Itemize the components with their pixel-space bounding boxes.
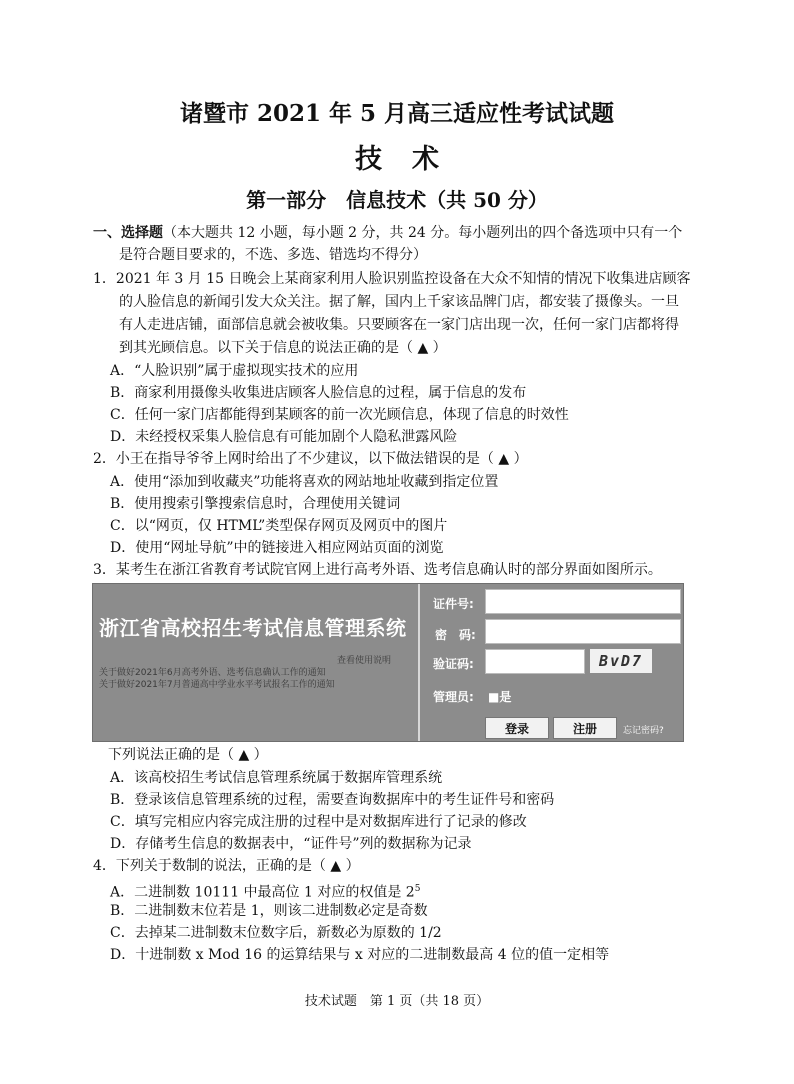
q2-option-d: D．使用“网址导航”中的链接进入相应网站页面的浏览 [110,540,444,556]
notice-link-1: 关于做好2021年6月高考外语、选考信息确认工作的通知 [99,668,326,678]
login-screenshot [92,583,684,742]
captcha-label: 验证码: [433,657,474,671]
q2-option-b: B．使用搜索引擎搜索信息时，合理使用关键词 [110,496,401,512]
q1-option-a: A．“人脸识别”属于虚拟现实技术的应用 [110,363,359,379]
q1-option-c: C．任何一家门店都能得到某顾客的前一次光顾信息，体现了信息的时效性 [110,407,569,423]
q1-stem-line: 1．2021 年 3 月 15 日晚会上某商家利用人脸识别监控设备在大众不知情的情况下收集进店顾客 [93,271,691,287]
q2-option-c: C．以“网页，仅 HTML”类型保存网页及网页中的图片 [110,518,448,534]
q4-option-c: C．去掉某二进制数末位数字后，新数必为原数的 1/2 [110,925,442,941]
section-instructions [93,223,682,243]
q2-stem: 2．小王在指导爷爷上网时给出了不少建议，以下做法错误的是（ ▲ ） [93,451,528,467]
password-field [485,619,681,644]
part-title: 第一部分 信息技术（共 50 分） [246,188,548,212]
login-button: 登录 [485,717,549,739]
captcha-field [485,649,585,674]
exam-title: 诸暨市 2021 年 5 月高三适应性考试试题 [179,100,615,127]
q3-option-b: B．登录该信息管理系统的过程，需要查询数据库中的考生证件号和密码 [110,792,555,808]
q4-option-a-text: A．二进制数 10111 中最高位 1 对应的权值是 2 [110,884,415,901]
id-label: 证件号: [433,597,474,611]
q3-option-a: A．该高校招生考试信息管理系统属于数据库管理系统 [110,770,443,786]
q1-stem-line: 有人走进店铺，面部信息就会被收集。只要顾客在一家门店出现一次，任何一家门店都将得 [119,317,679,333]
subject-title: 技术 [355,144,469,175]
captcha-image: BvD7 [590,649,652,673]
section-note-1: （本大题共 12 小题，每小题 2 分，共 24 分。每小题列出的四个备选项中只有一个 [163,225,683,241]
section-note-2: 是符合题目要求的，不选、多选、错选均不得分） [119,247,427,263]
panel-divider [418,584,420,741]
q4-option-a-exponent: 5 [414,884,421,894]
register-button: 注册 [553,717,617,739]
admin-label: 管理员: [433,690,474,704]
page-footer: 技术试题 第 1 页（共 18 页） [304,994,490,1009]
q1-stem-line: 的人脸信息的新闻引发大众关注。据了解，国内上千家该品牌门店，都安装了摄像头。一旦 [119,294,679,310]
q3-option-d: D．存储考生信息的数据表中，“证件号”列的数据称为记录 [110,836,472,852]
q2-option-a: A．使用“添加到收藏夹”功能将喜欢的网站地址收藏到指定位置 [110,474,499,490]
notice-head: 查看使用说明 [337,656,392,666]
q4-stem: 4．下列关于数制的说法，正确的是（ ▲ ） [93,858,360,874]
password-label: 密 码: [435,628,476,642]
admin-checkbox: ■是 [488,690,512,704]
q4-option-b: B．二进制数末位若是 1，则该二进制数必定是奇数 [110,903,428,919]
q1-option-b: B．商家利用摄像头收集进店顾客人脸信息的过程，属于信息的发布 [110,385,527,401]
q4-option-a [110,879,420,903]
q4-option-d: D．十进制数 x Mod 16 的运算结果与 x 对应的二进制数最高 4 位的值一定相等 [110,947,610,963]
id-field [485,589,681,614]
q1-option-d: D．未经授权采集人脸信息有可能加剧个人隐私泄露风险 [110,429,458,445]
q3-question: 下列说法正确的是（ ▲ ） [108,747,268,763]
q3-option-c: C．填写完相应内容完成注册的过程中是对数据库进行了记录的修改 [110,814,527,830]
section-heading: 一、选择题 [93,225,163,241]
system-title: 浙江省高校招生考试信息管理系统 [99,616,407,640]
q3-stem: 3．某考生在浙江省教育考试院官网上进行高考外语、选考信息确认时的部分界面如图所示。 [93,562,662,578]
forgot-password-link: 忘记密码? [623,726,664,736]
notice-link-2: 关于做好2021年7月普通高中学业水平考试报名工作的通知 [99,680,335,690]
q1-stem-line: 到其光顾信息。以下关于信息的说法正确的是（ ▲ ） [119,340,447,356]
